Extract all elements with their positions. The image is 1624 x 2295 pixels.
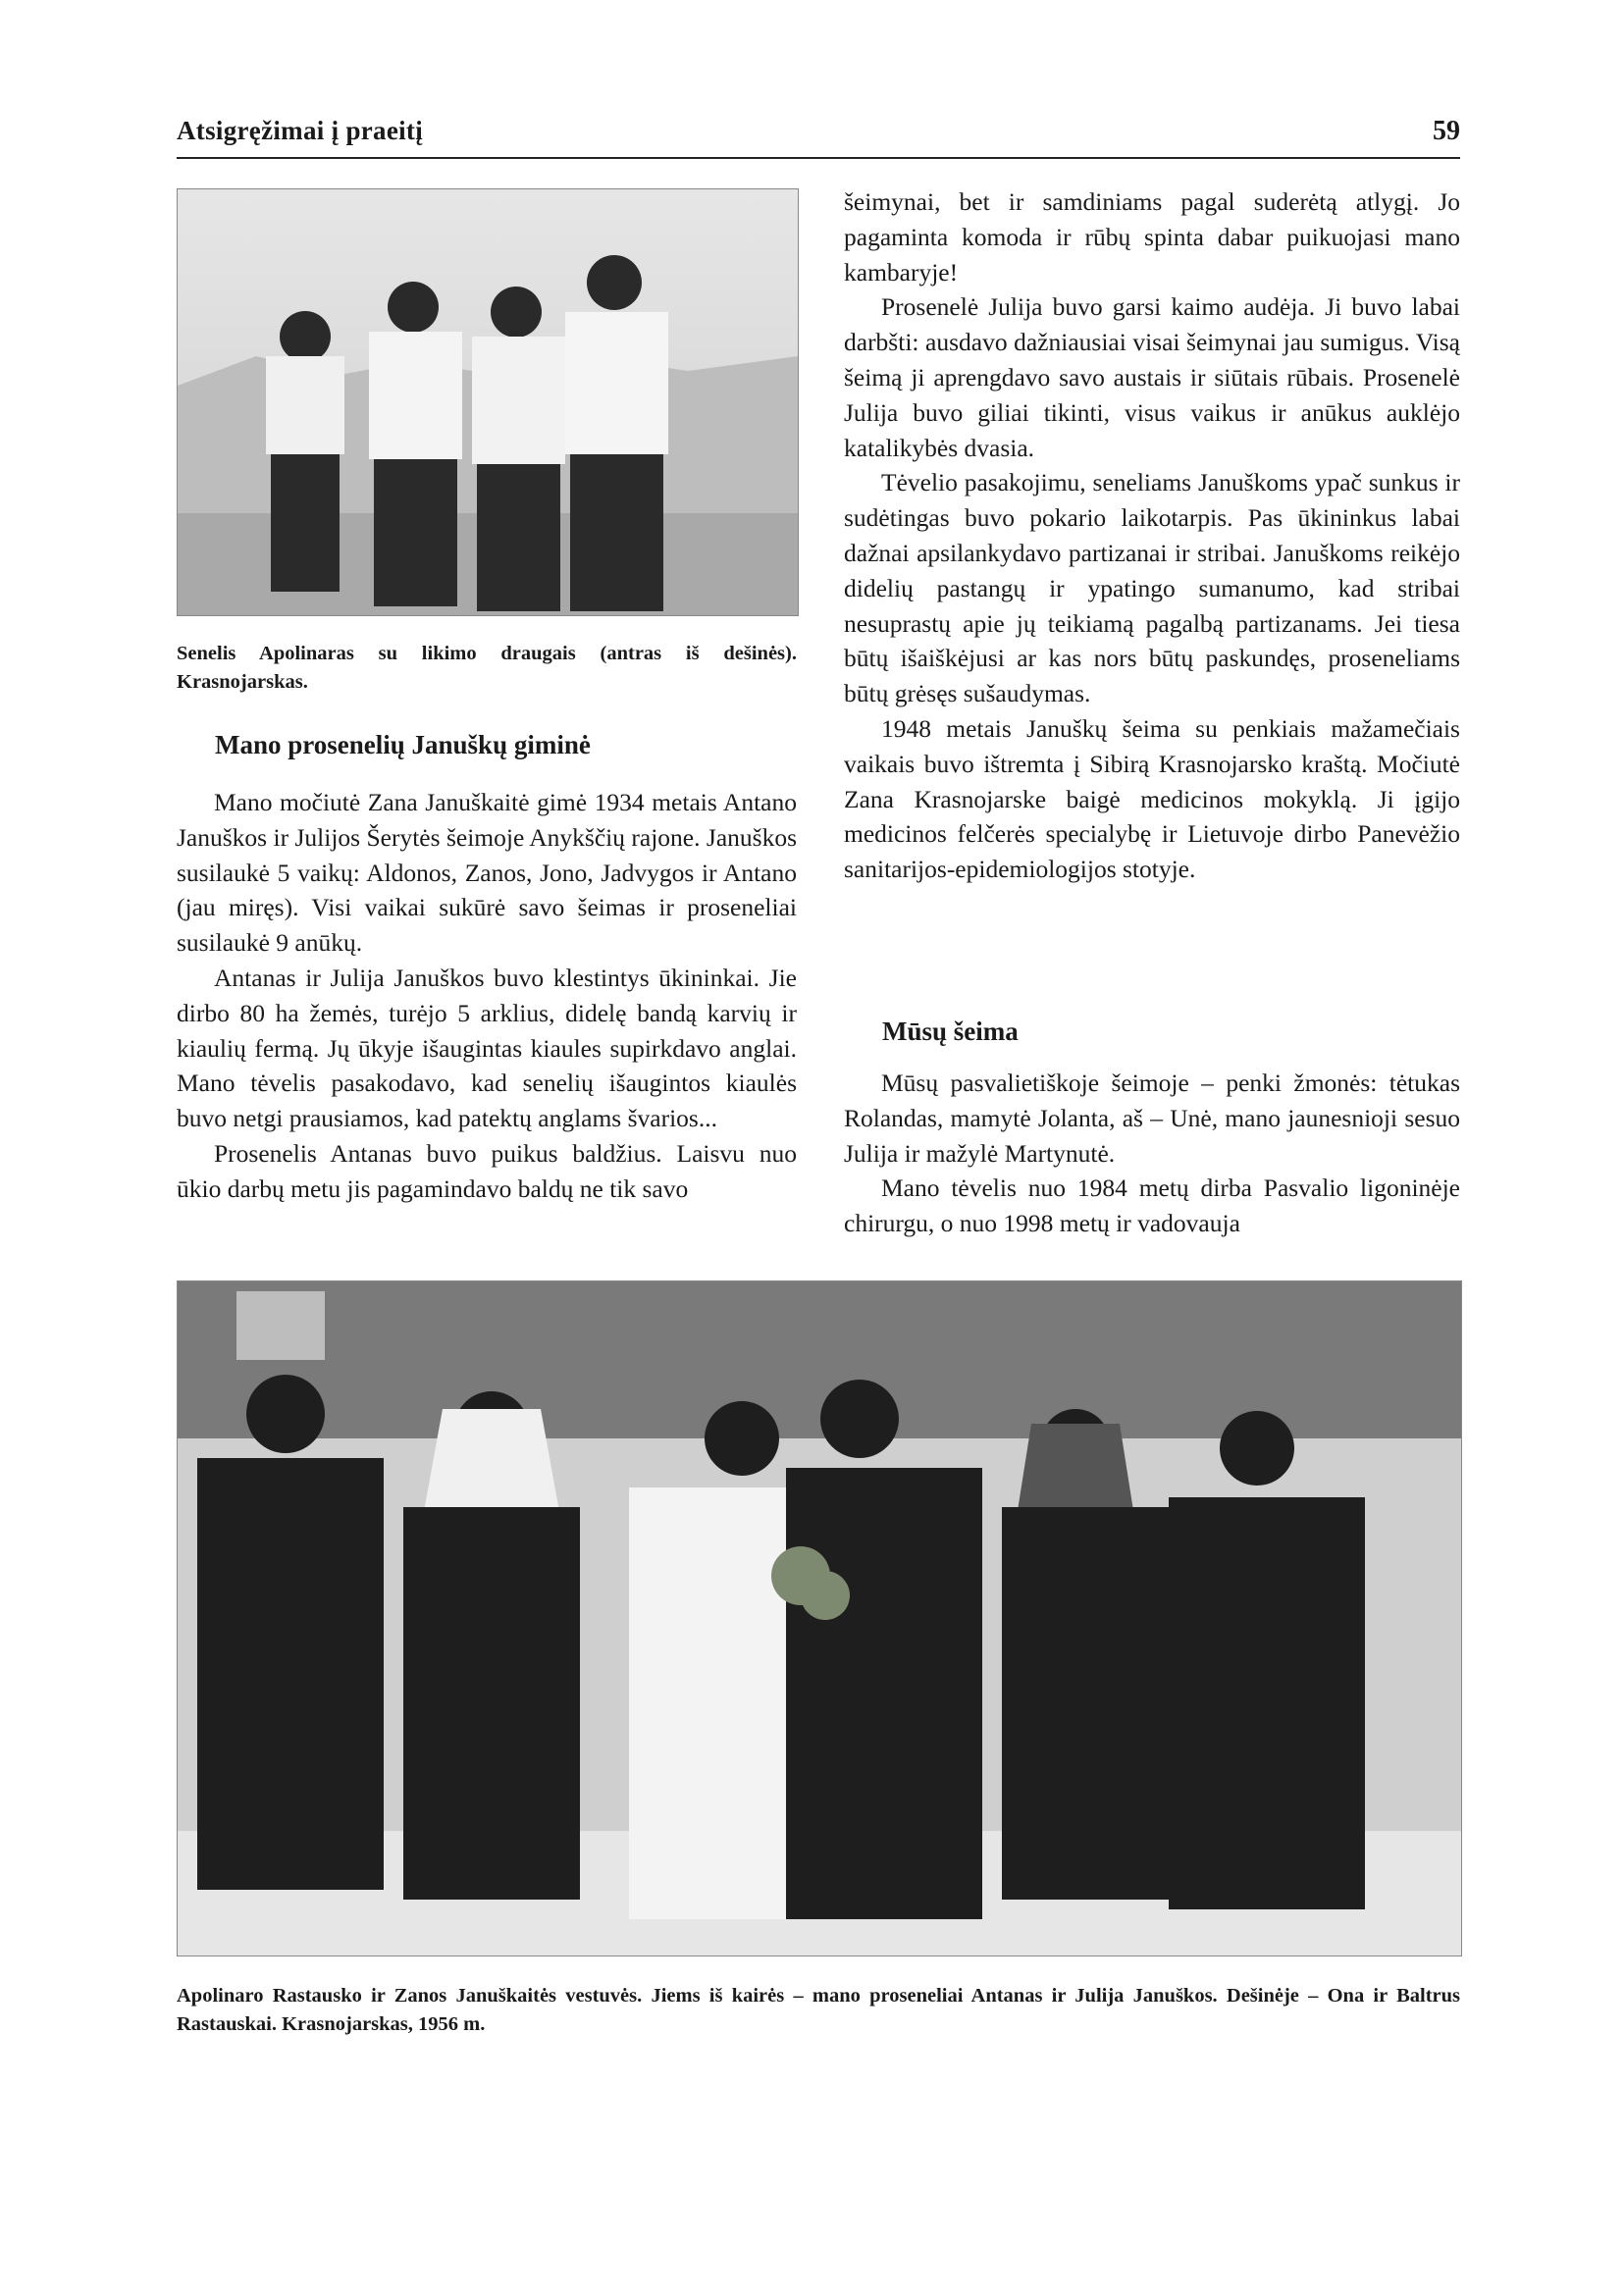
section-heading-januskos: Mano prosenelių Januškų giminė [215,730,591,759]
paragraph: Prosenelis Antanas buvo puikus baldžius. Laisvu nuo ūkio darbų metu jis pagamindavo baldų ne tik savo [177,1138,797,1203]
running-header [177,116,1460,159]
photo-four-men [177,188,799,616]
left-column [177,785,797,1207]
right-column-bottom [844,1066,1460,1241]
paragraph: Prosenelė Julija buvo garsi kaimo audėja. Ji buvo labai darbšti: ausdavo dažniausiai visai šeimynai jau sumigus. Visą šeimą ji aprengdavo savo austais ir siūtais rūbais. Prosenelė Julija buvo giliai tikinti, visus vaikus ir anūkus auklėjo katalikybės dvasia. [844,292,1460,462]
paragraph: Mano močiutė Zana Januškaitė gimė 1934 metais Antano Januškos ir Julijos Šerytės šeimoje Anykščių rajone. Januškos susilaukė 5 vaikų: Aldonos, Zanos, Jono, Jadvygos ir Antano (jau miręs). Visi vaikai sukūrė savo šeimas ir proseneliai susilaukė 9 anūkų. [177,788,797,958]
photo-wedding-group [177,1280,1462,1956]
photo1-caption: Senelis Apolinaras su likimo draugais (antras iš dešinės). Krasnojarskas. [177,643,797,693]
paragraph: Tėvelio pasakojimu, seneliams Januškoms ypač sunkus ir sudėtingas buvo pokario laikotarpis. Pas ūkininkus labai dažnai apsilankydavo partizanai ir stribai. Januškoms reikėjo didelių pastangų ir ypatingo sumanumo, kad stribai nesuprastų apie jų teikiamą pagalbą partizanams. Jei tiesa būtų išaiškėjusi ar kas nors būtų paskundęs, proseneliams būtų grėsęs sušaudymas. [844,468,1460,708]
section-heading-musu-seima: Mūsų šeima [882,1017,1019,1046]
right-column [844,184,1460,887]
header-title: Atsigręžimai į praeitį [177,116,424,145]
paragraph: Antanas ir Julija Januškos buvo klestintys ūkininkai. Jie dirbo 80 ha žemės, turėjo 5 arklius, didelę bandą karvių ir kiaulių fermą. Jų ūkyje išaugintas kiaules supirkdavo anglai. Mano tėvelis pasakodavo, kad senelių išaugintos kiaulės buvo netgi prausiamos, kad patektų anglams švarios... [177,963,797,1133]
photo2-caption: Apolinaro Rastausko ir Zanos Januškaitės vestuvės. Jiems iš kairės – mano proseneliai Antanas ir Julija Januškos. Dešinėje – Ona ir Baltrus Rastauskai. Krasnojarskas, 1956 m. [177,1985,1460,2035]
paragraph: šeimynai, bet ir samdiniams pagal suderėtą atlygį. Jo pagaminta komoda ir rūbų spinta dabar puikuojasi mano kambaryje! [844,187,1460,287]
page-number: 59 [1433,116,1460,146]
paragraph: Mūsų pasvalietiškoje šeimoje – penki žmonės: tėtukas Rolandas, mamytė Jolanta, aš – Unė, mano jaunesnioji sesuo Julija ir mažylė Martynutė. [844,1069,1460,1168]
paragraph: Mano tėvelis nuo 1984 metų dirba Pasvalio ligoninėje chirurgu, o nuo 1998 metų ir vadovauja [844,1174,1460,1238]
paragraph: 1948 metais Januškų šeima su penkiais mažamečiais vaikais buvo ištremta į Sibirą Krasnojarsko kraštą. Močiutė Zana Krasnojarske baigė medicinos mokyklą. Ji įgijo medicinos felčerės specialybę ir Lietuvoje dirbo Panevėžio sanitarijos-epidemiologijos stotyje. [844,713,1460,884]
